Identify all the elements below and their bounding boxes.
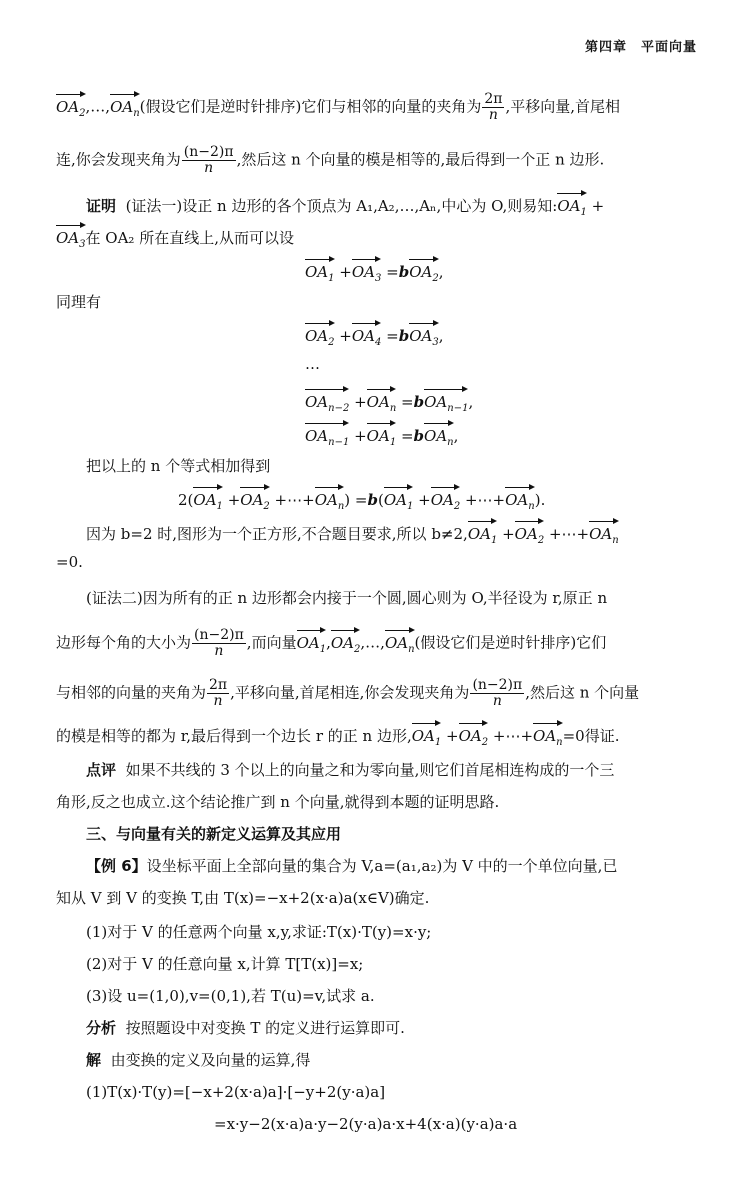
comment-line-2: 角形,反之也成立.这个结论推广到 n 个向量,就得到本题的证明思路. xyxy=(56,793,500,811)
solution-line: 解 由变换的定义及向量的运算,得 xyxy=(86,1051,311,1069)
analysis-line: 分析 按照题设中对变换 T 的定义进行运算即可. xyxy=(86,1019,405,1037)
proof-line-2: $OA_3$在 OA₂ 所在直线上,从而可以设 xyxy=(56,224,294,255)
equation-1: $OA_1 +OA_3 =bOA_2$, xyxy=(305,258,444,289)
solution-label: 解 xyxy=(86,1051,102,1069)
solution-equation-2: =x·y−2(x·a)a·y−2(y·a)a·x+4(x·a)(y·a)a·a xyxy=(214,1115,518,1133)
question-2: (2)对于 V 的任意向量 x,计算 T[T(x)]=x; xyxy=(86,955,364,973)
method2-line-4: 的模是相等的都为 r,最后得到一个边长 r 的正 n 边形$,OA_1 +OA_2$ $+\cdots+OA_n=0$得证. xyxy=(56,722,620,753)
chapter-header: 第四章 平面向量 xyxy=(584,40,697,55)
similarly-label: 同理有 xyxy=(56,293,102,311)
fraction-n-minus-2-pi: $\frac{(n-2)\pi}{n}$ xyxy=(183,144,234,176)
intro-line-1: $OA_2,\dots,OA_n$(假设它们是逆时针排序)它们与相邻的向量的夹角为 $\frac{2\pi}{n}$ ,平移向量,首尾相 xyxy=(56,91,621,123)
equation-ellipsis: … xyxy=(305,355,320,373)
intro-text-a: 连,你会发现夹角为 xyxy=(56,150,181,169)
intro-text-mid: (假设它们是逆时针排序)它们与相邻的向量的夹角为 xyxy=(139,97,482,116)
proof-label: 证明 xyxy=(86,197,117,215)
intro-line-2 xyxy=(56,145,604,176)
vector-oa2: $OA_2$ xyxy=(56,93,86,124)
sum-intro: 把以上的 n 个等式相加得到 xyxy=(86,457,271,475)
comment-label: 点评 xyxy=(86,761,117,779)
fraction-2pi-n: $\frac{2\pi}{n}$ xyxy=(484,91,503,123)
example-line-1: 【例 6】设坐标平面上全部向量的集合为 V,a=(a₁,a₂)为 V 中的一个单位向量,已 xyxy=(86,857,618,875)
section-title: 三、与向量有关的新定义运算及其应用 xyxy=(86,825,342,843)
question-3: (3)设 u=(1,0),v=(0,1),若 T(u)=v,试求 a. xyxy=(86,987,375,1005)
method2-line-1: (证法二)因为所有的正 n 边形都会内接于一个圆,圆心则为 O,半径设为 r,原正 n xyxy=(86,589,608,607)
vector-oan: $OA_n$ xyxy=(110,93,140,124)
proof-text-1: (证法一)设正 n 边形的各个顶点为 A₁,A₂,…,Aₙ,中心为 O,则易知: xyxy=(125,197,558,215)
equation-3: $OA_{n-2} +OA_n =bOA_{n-1}$, xyxy=(305,388,473,419)
proof-line-1: 证明 (证法一)设正 n 边形的各个顶点为 A₁,A₂,…,Aₙ,中心为 O,则易知$:OA_1$ + xyxy=(86,192,604,223)
method2-line-3: 与相邻的向量的夹角为 $\frac{2\pi}{n}$ ,平移向量,首尾相连,你会发现夹角为 $\frac{(n-2)\pi}{n}$ ,然后这 n 个向量 xyxy=(56,677,640,709)
example-line-2: 知从 V 到 V 的变换 T,由 T(x)=−x+2(x·a)a(x∈V)确定. xyxy=(56,889,430,907)
b-equals-2-line: 因为 b=2 时,图形为一个正方形,不合题目要求,所以 $b\ne 2,OA_1 +OA_2$ $+\cdots+OA_n$ xyxy=(86,520,619,551)
b2-text: 因为 b=2 时,图形为一个正方形,不合题目要求,所以 b≠2, xyxy=(86,525,468,543)
intro-text-end: ,平移向量,首尾相 xyxy=(505,97,621,116)
comment-line-1: 点评 如果不共线的 3 个以上的向量之和为零向量,则它们首尾相连构成的一个三 xyxy=(86,761,615,779)
equation-4: $OA_{n-1} +OA_1 =bOA_n$, xyxy=(305,422,458,453)
proof-text-2: 在 OA₂ 所在直线上,从而可以设 xyxy=(85,229,294,247)
question-1: (1)对于 V 的任意两个向量 x,y,求证:T(x)·T(y)=x·y; xyxy=(86,923,432,941)
example-label: 【例 6】 xyxy=(86,857,147,875)
zero-vector-line: =0. xyxy=(56,553,83,571)
equation-2: $OA_2 +OA_4 =bOA_3$, xyxy=(305,322,444,353)
solution-equation-1: (1)T(x)·T(y)=[−x+2(x·a)a]·[−y+2(y·a)a] xyxy=(86,1083,386,1101)
method2-line-2: 边形每个角的大小为 $\frac{(n-2)\pi}{n}$ ,而向量$OA_1,OA_2,\dots,OA_n$(假设它们是逆时针排序)它们 xyxy=(56,627,607,659)
equation-sum: $2(OA_1 +OA_2$ $+\cdots+OA_n) =b(OA_1 +OA_2$ $+\cdots+OA_n$). xyxy=(178,486,545,517)
analysis-label: 分析 xyxy=(86,1019,117,1037)
intro-text-b: ,然后这 n 个向量的模是相等的,最后得到一个正 n 边形. xyxy=(236,150,605,169)
